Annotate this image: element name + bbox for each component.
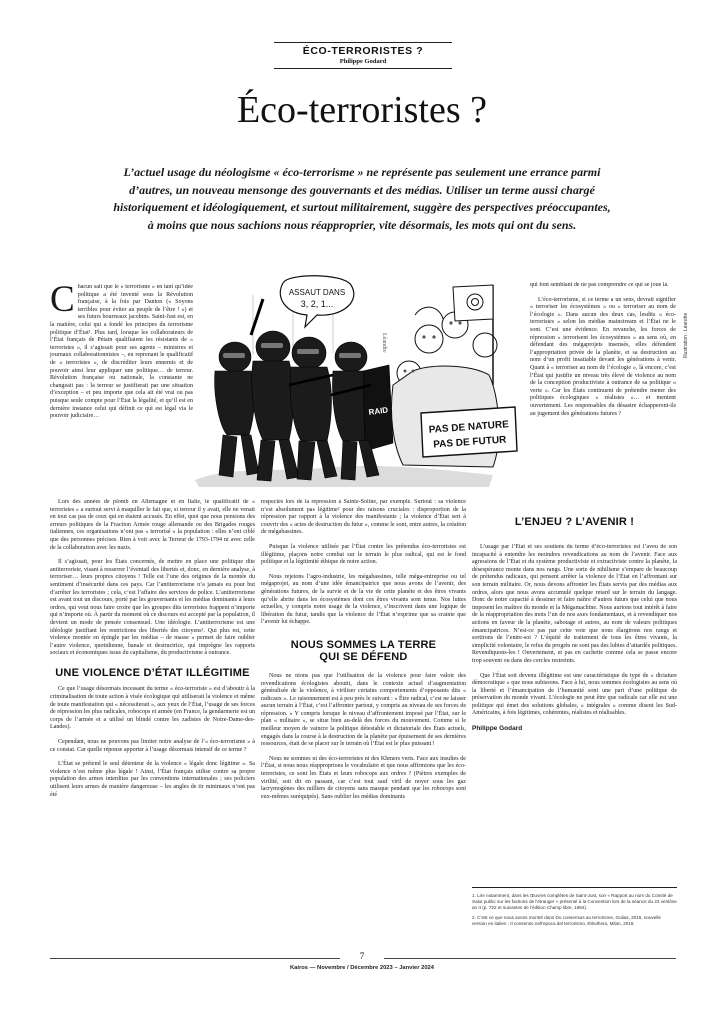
col3-body-lower bbox=[472, 544, 677, 844]
col1-paragraph: Cependant, nous ne pouvons pas limiter notre analyse de l’« éco-terrorisme » à ce constat. Car quelle réponse apporter à l’usage désormais intensif de ce terme ? bbox=[50, 739, 255, 753]
bubble-line: ASSAUT DANS bbox=[288, 288, 346, 297]
section-heading-line: NOUS SOMMES LA TERRE bbox=[290, 638, 437, 651]
footnote: 1. Lire notamment, dans les Œuvres complètes de Saint-Just, son « Rapport au nom du Comité de Salut public sur les factions de l’étranger » présenté à la Convention lors de la séance du 23 ventôse an II (p. 722 et suivantes de l’édition Champ libre, 1984). bbox=[472, 893, 677, 911]
lead-line: historiquement et idéologiquement, et surtout militairement, suggère des perspectives préoccupantes, bbox=[113, 200, 611, 214]
col1-paragraph: Il s’agissait, pour les États concernés, de mettre en place une politique dite antiterroriste, visant à resserrer l’éventail des libertés et, donc, en dernière analyse, à terroriser… leurs propres citoyens ! Telle est l’une des origines de la montée du sentiment d’insécurité dans ces pays. Car l’antiterrorisme n’a jamais eu pour but d’arrêter les terroristes ; cela, c’est l’affaire des services de police. L’antiterrorisme est avant tout un discours, porté par les gouvernants et les médias dominants à leurs ordres, qui veut nous faire croire que les groupes dits terroristes frappent n’importe qui n’importe où. À partir du moment où ce discours est accepté par la population, il devient un mode de pensée consensuel. Une idéologie. L’antiterrorisme est une idéologie justifiant les restrictions des libertés des citoyens². Qui plus est, cette violence montée en épingle par les médias – de masse » permet de faire oublier l’autre violence, quotidienne, banale et destructrice, qui imprègne les rapports sociaux et économiques issus du capitalisme, du productivisme à outrance. bbox=[50, 559, 255, 657]
header-bottom-rule bbox=[274, 68, 452, 69]
col3-paragraph: qui font semblant de ne pas comprendre ce qui se joue là. bbox=[530, 282, 669, 288]
footer-rule-left bbox=[50, 958, 340, 959]
cartoon-illustration bbox=[193, 275, 523, 490]
artist-signature: Léandre bbox=[381, 333, 387, 353]
col2-paragraph: Nous ne sommes ni des éco-terroristes ni des Khmers verts. Face aux insultes de l’État, si nous nous réapproprions le vocabulaire et que nous affirmions que les éco-terroristes, ce sont les États et leurs robocops aux ordres ? (Piètres exemples de virilité, soit dit en passant, car c’est tout sauf viril de noyer sous les gaz lacrymogènes des milliers de citoyens sans masque pendant que les robocops sont eux-mêmes suréquipés). Sans oublier les médias dominants bbox=[261, 755, 466, 800]
illustration bbox=[193, 275, 523, 490]
col1-paragraph: Ce que l’usage désormais incessant du terme « éco-terroriste » est d’aboutir à la criminalisation de toute action à visée écologique qui utiliserait la violence et même de toute manifestation qui « nécessiterait », aux yeux de l’État, l’usage de ses forces de répression les plus radicales, robocops et armée (en France, la gendarmerie est un corps de l’armée et a utilisé un blindé contre les zadistes de Notre-Dame-des-Landes). bbox=[50, 686, 255, 731]
col1-paragraph: Lors des années de plomb en Allemagne et en Italie, le qualificatif de « terroristes » a surtout servi à maquiller le fait que, si terreur il y avait, elle ne venait en tout cas pas de ceux qui en étaient accusés. En effet, quoi que nous pensions des erreurs politiques de la Fraction Armée rouge allemande ou des Brigades rouges italiennes, ces organisations n’ont pas « terrorisé » la population : elles n’ont ciblé que des personnes précises. Rien à voir avec la Terreur de 1793-1794 ni avec celle de la collaboration avec les nazis. bbox=[50, 499, 255, 551]
header-top-rule bbox=[274, 42, 452, 43]
page-number: 7 bbox=[359, 951, 365, 961]
page-title: Éco-terroristes ? bbox=[236, 89, 488, 131]
section-heading-violence: UNE VIOLENCE D’ÉTAT ILLÉGITIME bbox=[55, 666, 250, 679]
section-title: ÉCO-TERRORISTES ? bbox=[302, 45, 424, 57]
footnote: 2. C’est ce que nous avons montré dans Du consensus au terrorisme, Golias, 2016, nouvelle version en italien : Il consenso nell’epoca del terrorismo, Elèuthera, Milan, 2018. bbox=[472, 914, 661, 926]
illustration-credit bbox=[683, 280, 691, 360]
col3-paragraph: L’éco-terrorisme, si ce terme a un sens, devrait signifier « terroriser les écosystèmes » ou « terroriser au nom de l’écologie ». Dans aucun des deux cas, lesdits « éco-terroristes » selon les médias mainstream et l’État ne le sont. C’est une évidence. En revanche, les forces de répression « terrorisent les écosystèmes » au sens où, en défendant des mégaprojets insensés, elles défendent l’appropriation privée de la planète, et sa destruction au nom d’un profit insatiable devant les générations à venir. Quant à « terroriser au nom de l’écologie », là encore, c’est l’État qui justifie un niveau très élevé de violence au nom de la conception productiviste à outrance de sa politique « verte ». Car les États continuent de prétendre mener des politiques écologiques « réalistes »… et mentent ouvertement. Les responsables du désastre échapperont-ils au jugement des générations futures ? bbox=[530, 296, 676, 417]
col2-paragraph: Puisque la violence utilisée par l’État contre les prétendus éco-terroristes est illégitime, plaçons notre combat sur le terrain le plus radical, qui est le fond politique et la légitimité éthique de notre action. bbox=[261, 543, 466, 566]
sign-line: PAS DE NATURE bbox=[428, 419, 510, 436]
footer-issue: Kairos — Novembre / Décembre 2023 – Janvier 2024 bbox=[289, 965, 435, 971]
lead-line: L’actuel usage du néologisme « éco-terrorisme » ne représente pas seulement une errance parmi bbox=[123, 165, 601, 179]
footnotes bbox=[472, 893, 677, 927]
section-heading-line: QUI SE DÉFEND bbox=[319, 650, 408, 663]
col1-paragraph: L’État se prétend le seul détenteur de la violence « légale donc légitime ». Sa violence n’est même plus légale ! Ainsi, l’État français utilise contre sa propre population des armes interdites par les conventions internationales ; ses policiers utilisent leurs armes de manière dangereuse – les angles de tir minimaux n’ont pas été bbox=[50, 761, 255, 798]
col2-paragraph: respectés lors de la répression à Sainte-Soline, par exemple. Surtout : sa violence n’est absolument pas légitime² pour des raisons cruciales : disproportion de la répression par rapport à la violence des manifestants ; la violence d’État sert à couvrir des « actes de destruction du futur », comme le sont, entre autres, la création de mégabassines. bbox=[261, 499, 466, 536]
col2-paragraph: Nous rejetons l’agro-industrie, les mégabassines, telle méga-entreprise ou tel mégaprojet, au nom d’une idée émancipatrice que nous avons de l’avenir, des générations futures, de la survie et de la vie de cette planète et des êtres vivants qu’elle abrite dans les écosystèmes dont ces êtres vivants sont tenus. Nos luttes actuelles, y compris notre usage de la violence, s’inscrivent dans une logique de libération du futur, tandis que la violence de l’État n’exprime que sa crainte que l’avenir lui échappe. bbox=[261, 573, 466, 626]
col2-body bbox=[261, 499, 466, 909]
col3-paragraph: Que l’État soit devenu illégitime est une caractéristique du type de « dictature démocratique » que nous subissons. Face à lui, nous sommes écologistes au sens où la liberté et l’émancipation de l’humanité sont une part d’une politique de préservation du monde vivant. L’écologie ne peut être que radicale car elle est une politique qui émet des solutions globales, « intégrales » comme disent les Sud-Américains, à fois légitimes, cohérentes, réalistes et réalisables. bbox=[472, 672, 677, 717]
drop-cap: C bbox=[50, 284, 75, 320]
header-author: Philippe Godard bbox=[339, 58, 387, 65]
footnote-rule bbox=[472, 887, 677, 888]
section-heading-terre bbox=[261, 639, 466, 663]
lead-line: à moins que nous sachions nous réapproprier, vite désormais, les mots qui ont du sens. bbox=[147, 217, 577, 232]
helmet-label: RAID bbox=[368, 405, 389, 417]
bubble-line: 3, 2, 1... bbox=[300, 299, 334, 309]
illustration-credit-text: Illustration : Léandre bbox=[683, 312, 689, 358]
footer-rule-right bbox=[384, 958, 676, 959]
col3-body bbox=[530, 282, 676, 504]
col3-paragraph: L’usage par l’État et ses soutiens du terme d’éco-terroristes est l’aveu de son incapacité à entendre les moindres revendications au nom de l’avenir. Face aux agressions de l’État et du système productiviste et extractiviste contre la planète, la désespérance monte dans nos rangs. Une sorte de nihilisme s’empare de beaucoup de prétendus radicaux, qui pensent arrêter la violence de l’État en l’affrontant sur son terrain militaire. Or, nous devons affronter les États servis par des médias aux ordres, alors que nous avons accumulé quelque retard sur le terrain du langage. Donc de notre capacité à dessiner et faire naître d’autres futurs que celui que nous imposent les maîtres du monde et la Mégamachine. Nous aurions tout intérêt à faire de la réappropriation des mots l’un de nos axes fondamentaux, et à revendiquer nos actions en faveur de la planète, sabotage et autres, au nom de valeurs politiques émancipatrices. N’est-ce pas par cette voie que nous élargirons nos rangs et sortirons de l’entre-soi ? L’équité de traitement de tous les êtres vivants, la simplicité volontaire, le refus du progrès ne sont pas des lubies d’attardés politiques. Revendiquons-les ! Ouvertement, et pas en cachette comme cela se passe encore trop souvent ou dans des cercles restreints. bbox=[472, 544, 677, 664]
col1-paragraph: hacun sait que le « terrorisme » en tant qu’idée politique a été inventé sous la Révolution française, à la fois par Danton (« Soyons terribles pour éviter au peuple de l’être ! ») et ses futurs bourreaux jacobins. Saint-Just est, en la matière, celui qui a fondé les principes du terrorisme politique d’État¹. Plus tard, lorsque les collaborateurs de l’État français de Pétain qualifiaient les résistants de « terroristes », il s’agissait pour ses agents – ministres et journaux collaborationnistes –, en reprenant le qualificatif de « terroristes », de discréditer leurs ennemis et de pouvoir ainsi leur appliquer une politique… de terreur. Révolution française ou nationale, la constante ne changeait pas : la terreur se justifierait par une situation d’exception – et peu importe que cela ait été vrai ou pas puisque seule compte pour l’État la légalité, et qu’il est en dernière instance celui qui définit ce qui est légal via le pouvoir judiciaire… bbox=[50, 284, 193, 420]
col1-body bbox=[50, 499, 255, 909]
sign-line: PAS DE FUTUR bbox=[432, 434, 507, 451]
col2-paragraph: Nous ne nions pas que l’utilisation de la violence pour faire valoir des revendications écologistes aboutit, dans le contexte actuel d’augmentation généralisée de la violence, à viriliser certains comportements d’opposants dits « radicaux ». Le raisonnement est à peu près le suivant : « Être radical, c’est ne laisser aucun terrain à l’État, c’est l’affronter partout, y compris au niveau de ses forces de répression. » Y compris lorsque le niveau d’affrontement imposé par l’État, sur le plan « militaire », se situe bien au-delà des forces du mouvement. Comme si le meilleur moyen de vaincre la politique détestable et dictatoriale des États actuels, engagés dans la course à la destruction de la planète par épuisement de ses dernières ressources, était de se placer sur le terrain où l’État est le plus puissant ! bbox=[261, 672, 466, 748]
section-heading-avenir: L’ENJEU ? L’AVENIR ! bbox=[514, 516, 635, 528]
article-signature: Philippe Godard bbox=[472, 725, 523, 733]
col1-intro bbox=[50, 284, 193, 488]
lead-line: d’autres, un nouveau mensonge des gouvernants et des médias. Utiliser un terme aussi chargé bbox=[129, 182, 595, 197]
lead-paragraph bbox=[50, 164, 674, 234]
